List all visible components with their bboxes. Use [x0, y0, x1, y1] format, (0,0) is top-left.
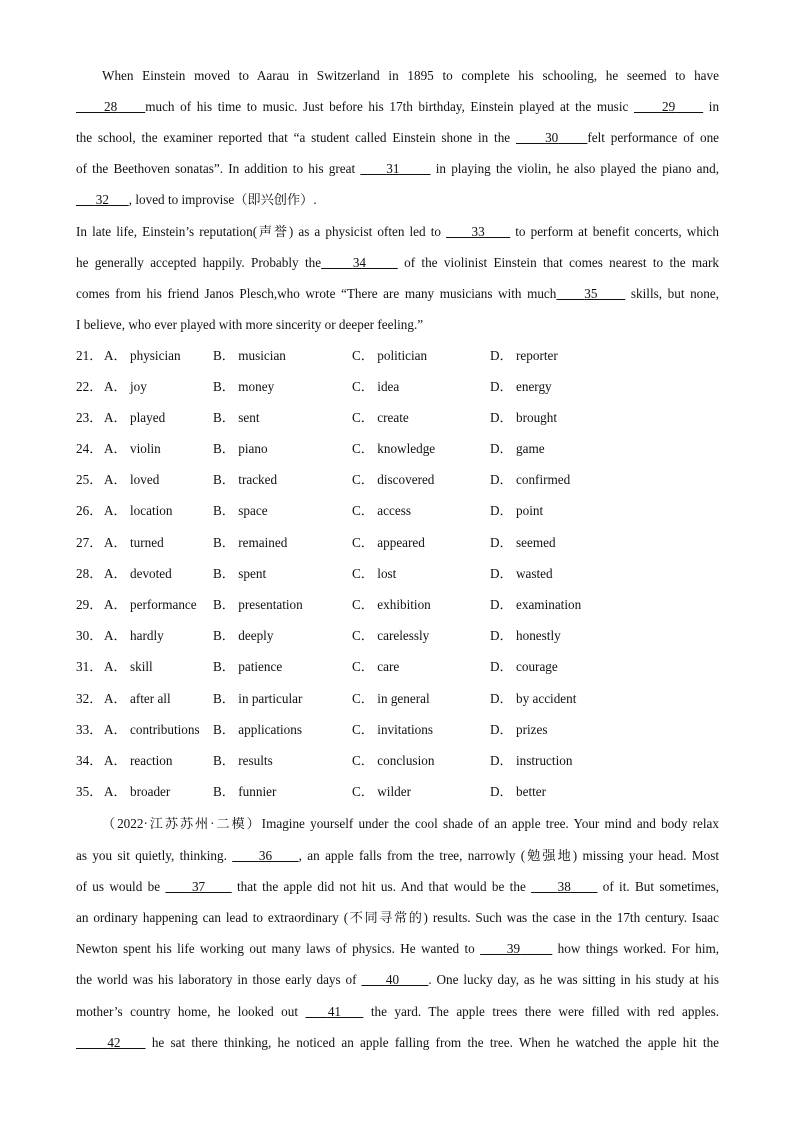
option-c: C． politician — [352, 348, 428, 363]
question-29 — [76, 595, 719, 615]
blank-number: 32 — [95, 192, 109, 207]
question-number: 27． — [76, 535, 103, 550]
text: in — [708, 99, 720, 114]
option-c: C． appeared — [352, 535, 425, 550]
option-d: D． seemed — [490, 535, 556, 550]
passage2-line-8 — [76, 1033, 719, 1053]
question-number: 34． — [76, 753, 103, 768]
blank-number: 42 — [107, 1035, 121, 1050]
question-33 — [76, 720, 719, 740]
question-number: 23． — [76, 410, 103, 425]
option-a: A． played — [104, 410, 166, 425]
text: , loved to improvise（即兴创作）. — [128, 192, 317, 207]
option-a: A． violin — [104, 441, 161, 456]
option-d: D． reporter — [490, 348, 558, 363]
option-b: B． musician — [213, 348, 286, 363]
option-c: C． lost — [352, 566, 397, 581]
question-32 — [76, 689, 719, 709]
text: Newton spent his life working out many laws of physics. He wanted to — [76, 941, 475, 956]
text: how things worked. For him, — [557, 941, 720, 956]
text: an ordinary happening can lead to extraordinary (不同寻常的) results. Such was the case in the 17th century. Isaac — [76, 910, 719, 925]
option-b: B． patience — [213, 659, 283, 674]
option-b: B． in particular — [213, 691, 303, 706]
question-number: 26． — [76, 503, 103, 518]
text: to perform at benefit concerts, which — [515, 224, 720, 239]
question-21 — [76, 346, 719, 366]
option-d: D． game — [490, 441, 545, 456]
passage1-line-7 — [76, 253, 719, 273]
option-a: A． broader — [104, 784, 171, 799]
blank-41 — [305, 1004, 363, 1019]
passage2-line-1 — [76, 814, 719, 834]
passage1-line-9 — [76, 315, 719, 335]
question-number: 31． — [76, 659, 103, 674]
question-24 — [76, 439, 719, 459]
question-31 — [76, 657, 719, 677]
question-27 — [76, 533, 719, 553]
passage2-line-3 — [76, 877, 719, 897]
passage1-line-1 — [76, 66, 719, 86]
passage1-line-6 — [76, 222, 719, 242]
question-22 — [76, 377, 719, 397]
blank-number: 34 — [352, 255, 366, 270]
blank-number: 33 — [471, 224, 485, 239]
blank-number: 40 — [385, 972, 400, 987]
blank-number: 30 — [545, 130, 559, 145]
option-d: D． by accident — [490, 691, 577, 706]
option-c: C． wilder — [352, 784, 411, 799]
option-a: A． after all — [104, 691, 171, 706]
blank-31 — [360, 161, 430, 176]
passage2-line-4 — [76, 908, 719, 928]
option-c: C． invitations — [352, 722, 433, 737]
question-34 — [76, 751, 719, 771]
text: In late life, Einstein’s reputation(声誉) as a physicist often led to — [76, 224, 441, 239]
option-d: D． instruction — [490, 753, 573, 768]
text: （2022·江苏苏州·二模）Imagine yourself under the cool shade of an apple tree. Your mind and body relax — [102, 816, 719, 831]
option-c: C． discovered — [352, 472, 435, 487]
option-a: A． skill — [104, 659, 153, 674]
blank-28 — [76, 99, 145, 114]
option-d: D． energy — [490, 379, 552, 394]
text: , an apple falls from the tree, narrowly (勉强地) missing your head. Most — [298, 848, 720, 863]
question-number: 29． — [76, 597, 103, 612]
option-b: B． tracked — [213, 472, 278, 487]
option-a: A． physician — [104, 348, 181, 363]
passage2-line-6 — [76, 970, 719, 990]
passage2-line-2 — [76, 846, 719, 866]
option-a: A． contributions — [104, 722, 200, 737]
blank-number: 29 — [661, 99, 676, 114]
question-30 — [76, 626, 719, 646]
option-b: B． results — [213, 753, 273, 768]
option-d: D． wasted — [490, 566, 553, 581]
blank-number: 28 — [104, 99, 118, 114]
option-c: C． create — [352, 410, 409, 425]
passage1-line-3 — [76, 128, 719, 148]
question-23 — [76, 408, 719, 428]
text: of the violinist Einstein that comes nearest to the mark — [404, 255, 720, 270]
text: much of his time to music. Just before his 17th birthday, Einstein played at the music — [145, 99, 629, 114]
option-d: D． courage — [490, 659, 558, 674]
text: of us would be — [76, 879, 161, 894]
blank-36 — [232, 848, 298, 863]
text: . One lucky day, as he was sitting in his study at his — [428, 972, 720, 987]
option-b: B． applications — [213, 722, 303, 737]
blank-34 — [321, 255, 398, 270]
question-number: 28． — [76, 566, 103, 581]
blank-number: 31 — [386, 161, 400, 176]
text: comes from his friend Janos Plesch,who wrote “There are many musicians with much — [76, 286, 557, 301]
text: the yard. The apple trees there were filled with red apples. — [370, 1004, 720, 1019]
question-25 — [76, 470, 719, 490]
passage2-line-5 — [76, 939, 719, 959]
question-35 — [76, 782, 719, 802]
option-a: A． location — [104, 503, 173, 518]
passage1-line-8 — [76, 284, 719, 304]
passage1-line-4 — [76, 159, 719, 179]
blank-number: 35 — [584, 286, 598, 301]
question-28 — [76, 564, 719, 584]
passage1-line-5 — [76, 190, 719, 210]
passage2-line-7 — [76, 1002, 719, 1022]
question-number: 35． — [76, 784, 103, 799]
blank-32 — [76, 192, 129, 207]
blank-number: 41 — [327, 1004, 342, 1019]
text: felt performance of one — [587, 130, 720, 145]
text: mother’s country home, he looked out — [76, 1004, 298, 1019]
text: of the Beethoven sonatas”. In addition to his great — [76, 161, 356, 176]
option-d: D． prizes — [490, 722, 548, 737]
option-c: C． idea — [352, 379, 400, 394]
question-number: 32． — [76, 691, 103, 706]
question-number: 33． — [76, 722, 103, 737]
question-number: 25． — [76, 472, 103, 487]
text: as you sit quietly, thinking. — [76, 848, 227, 863]
question-number: 21． — [76, 348, 103, 363]
option-b: B． presentation — [213, 597, 303, 612]
option-a: A． joy — [104, 379, 147, 394]
text: that the apple did not hit us. And that would be the — [237, 879, 526, 894]
option-d: D． point — [490, 503, 544, 518]
text: of it. But sometimes, — [602, 879, 720, 894]
option-a: A． performance — [104, 597, 197, 612]
passage1-line-2 — [76, 97, 719, 117]
option-a: A． hardly — [104, 628, 164, 643]
text: the school, the examiner reported that “a student called Einstein shone in the — [76, 130, 511, 145]
option-a: A． reaction — [104, 753, 173, 768]
blank-30 — [516, 130, 587, 145]
blank-35 — [556, 286, 625, 301]
question-26 — [76, 501, 719, 521]
option-b: B． money — [213, 379, 275, 394]
option-d: D． examination — [490, 597, 582, 612]
option-d: D． brought — [490, 410, 558, 425]
option-a: A． turned — [104, 535, 164, 550]
blank-38 — [531, 879, 597, 894]
option-b: B． remained — [213, 535, 288, 550]
text: the world was his laboratory in those early days of — [76, 972, 357, 987]
text: in playing the violin, he also played the piano and, — [435, 161, 720, 176]
option-b: B． spent — [213, 566, 267, 581]
blank-40 — [361, 972, 428, 987]
option-d: D． honestly — [490, 628, 561, 643]
blank-number: 38 — [557, 879, 571, 894]
blank-37 — [165, 879, 231, 894]
option-c: C． knowledge — [352, 441, 436, 456]
text: When Einstein moved to Aarau in Switzerland in 1895 to complete his schooling, he seemed to have — [102, 68, 719, 83]
question-number: 24． — [76, 441, 103, 456]
blank-29 — [634, 99, 703, 114]
option-c: C． in general — [352, 691, 430, 706]
option-b: B． piano — [213, 441, 268, 456]
option-b: B． sent — [213, 410, 260, 425]
option-c: C． access — [352, 503, 411, 518]
option-d: D． confirmed — [490, 472, 571, 487]
blank-number: 39 — [506, 941, 521, 956]
option-c: C． exhibition — [352, 597, 431, 612]
option-a: A． loved — [104, 472, 160, 487]
blank-42 — [76, 1035, 146, 1050]
option-c: C． carelessly — [352, 628, 430, 643]
blank-39 — [480, 941, 552, 956]
blank-number: 36 — [258, 848, 273, 863]
option-c: C． care — [352, 659, 400, 674]
text: he generally accepted happily. Probably the — [76, 255, 322, 270]
blank-33 — [446, 224, 510, 239]
text: I believe, who ever played with more sincerity or deeper feeling.” — [76, 317, 424, 332]
option-d: D． better — [490, 784, 547, 799]
blank-number: 37 — [191, 879, 206, 894]
option-b: B． deeply — [213, 628, 274, 643]
option-b: B． space — [213, 503, 268, 518]
option-a: A． devoted — [104, 566, 172, 581]
question-number: 22． — [76, 379, 103, 394]
text: skills, but none, — [630, 286, 720, 301]
option-c: C． conclusion — [352, 753, 435, 768]
text: he sat there thinking, he noticed an apple falling from the tree. When he watched the apple hit the — [151, 1035, 720, 1050]
question-number: 30． — [76, 628, 103, 643]
option-b: B． funnier — [213, 784, 277, 799]
